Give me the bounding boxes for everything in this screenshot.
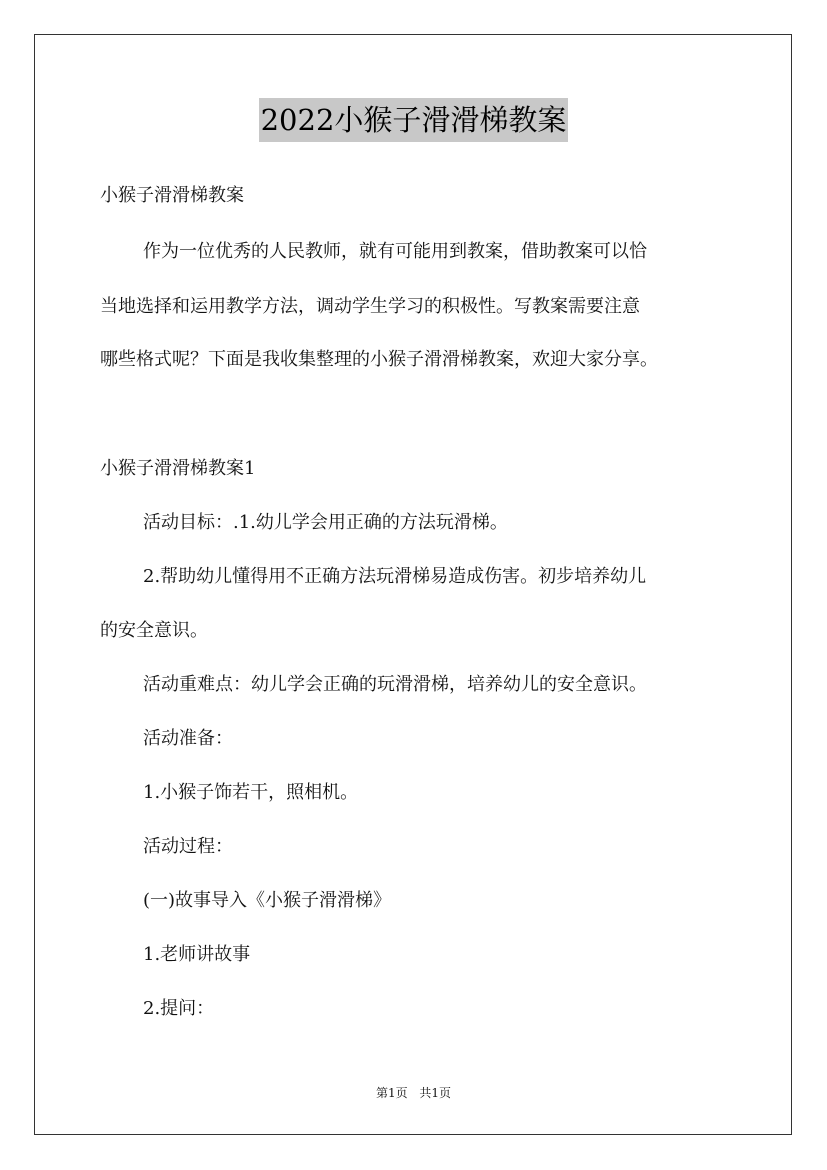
process-heading: 活动过程： (143, 836, 233, 857)
subtitle: 小猴子滑滑梯教案 (100, 185, 244, 206)
process-item-1: 1.老师讲故事 (143, 944, 251, 965)
prep-item: 1.小猴子饰若干，照相机。 (143, 782, 359, 803)
prep-heading: 活动准备： (143, 728, 233, 749)
process-step: (一)故事导入《小猴子滑滑梯》 (143, 890, 392, 911)
page-number: 第1页 (375, 1086, 408, 1100)
section-heading: 小猴子滑滑梯教案1 (100, 458, 256, 479)
key-points: 活动重难点：幼儿学会正确的玩滑滑梯，培养幼儿的安全意识。 (143, 674, 647, 695)
intro-line-2: 当地选择和运用教学方法，调动学生学习的积极性。写教案需要注意 (100, 296, 640, 317)
intro-line-1: 作为一位优秀的人民教师，就有可能用到教案，借助教案可以恰 (143, 241, 647, 262)
title-container (0, 98, 827, 142)
page-footer (0, 1084, 827, 1101)
goal-line-2a: 2.帮助幼儿懂得用不正确方法玩滑梯易造成伤害。初步培养幼儿 (143, 566, 647, 587)
page-total: 共1页 (419, 1086, 452, 1100)
process-item-2: 2.提问： (143, 998, 215, 1019)
goal-line-2b: 的安全意识。 (100, 620, 208, 641)
document-title: 2022小猴子滑滑梯教案 (259, 98, 569, 142)
goal-line-1: 活动目标：.1.幼儿学会用正确的方法玩滑梯。 (143, 512, 508, 533)
intro-line-3: 哪些格式呢？下面是我收集整理的小猴子滑滑梯教案，欢迎大家分享。 (100, 349, 658, 370)
